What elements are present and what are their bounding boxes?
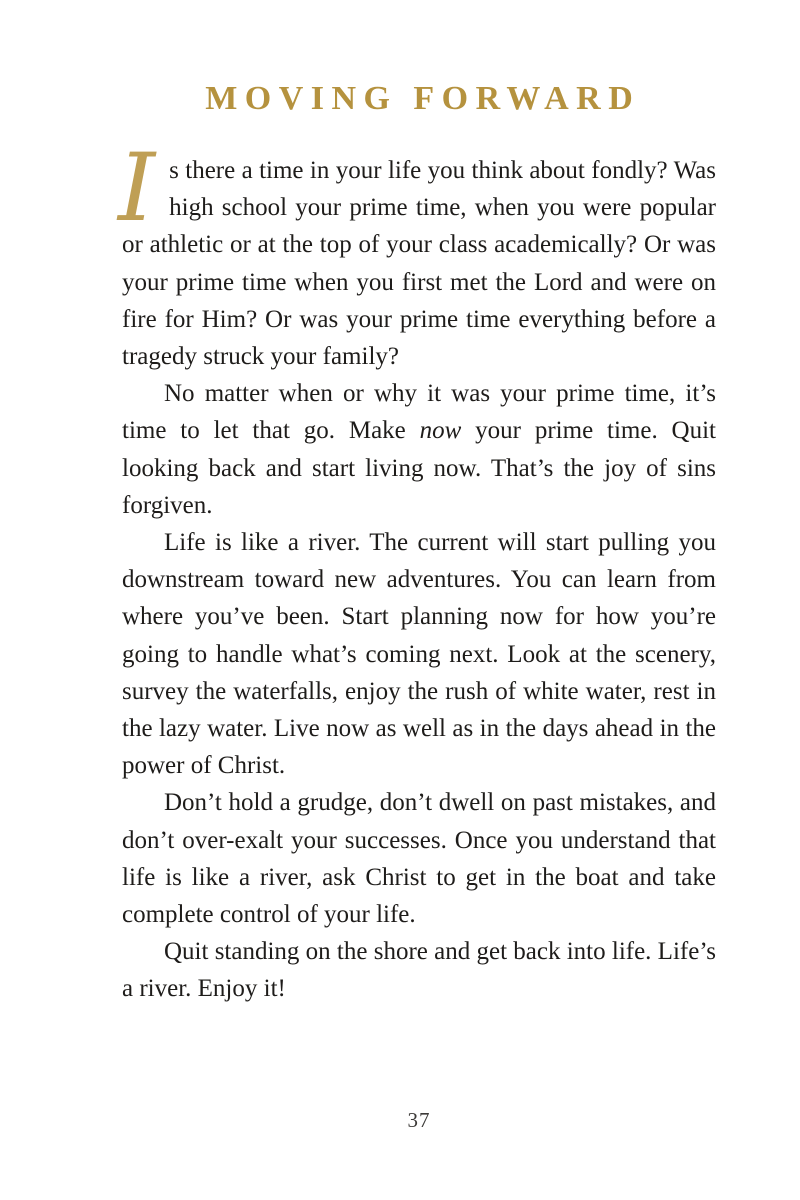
body-text: [118, 134, 716, 1008]
paragraph-text: Don’t hold a grudge, don’t dwell on past mistakes, and don’t over-exalt your successes. Once you understand that life is like a river, ask Christ to get in the boat and take complete control of your life.: [122, 789, 716, 929]
page-number: 37: [407, 1108, 431, 1132]
paragraph: [122, 375, 716, 524]
paragraph-text: your prime time. Quit looking back and start living now. That’s the joy of sins forgiven.: [122, 417, 716, 519]
paragraph: [118, 134, 716, 375]
paragraph-text: Quit standing on the shore and get back into life. Life’s a river. Enjoy it!: [122, 938, 716, 1003]
drop-cap-letter-i: I: [118, 134, 156, 243]
paragraph: [122, 784, 716, 933]
paragraph: [122, 524, 716, 784]
chapter-title: MOVING FORWARD: [205, 80, 641, 117]
paragraph-text: No matter when or why it was your prime time, it’s time to let that go. Make: [122, 380, 716, 445]
paragraph-text-italic: now: [419, 417, 462, 445]
paragraph: [122, 933, 716, 1007]
paragraph-text: s there a time in your life you think about fondly? Was high school your prime time, when you were popular or athletic or at the top of your class academically? Or was your prime time when you first met the Lord and were on fire for Him? Or was your prime time everything before a tragedy struck your family?: [122, 157, 716, 371]
paragraph-text: Life is like a river. The current will start pulling you downstream toward new adventures. You can learn from where you’ve been. Start planning now for how you’re going to handle what’s coming next. Look at the scenery, survey the waterfalls, enjoy the rush of white water, rest in the lazy water. Live now as well as in the days ahead in the power of Christ.: [122, 529, 716, 780]
